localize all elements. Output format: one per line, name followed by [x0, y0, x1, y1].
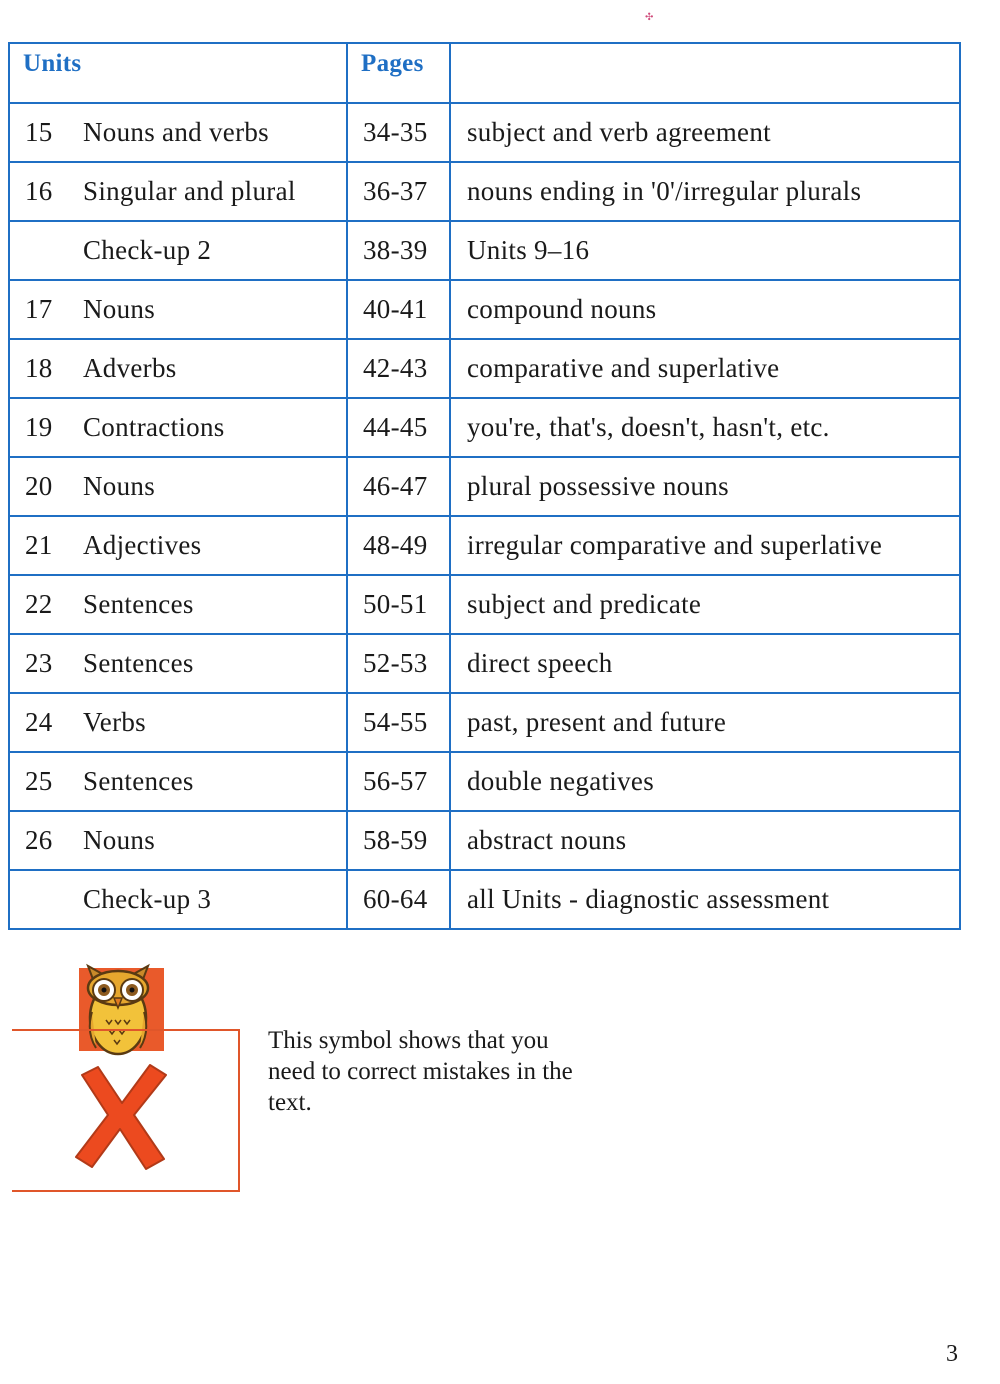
- unit-cell: [9, 693, 347, 752]
- checkup-title: Check-up 2: [83, 235, 212, 265]
- description-cell: compound nouns: [450, 280, 960, 339]
- description-cell: abstract nouns: [450, 811, 960, 870]
- unit-cell: [9, 457, 347, 516]
- unit-cell: [9, 221, 347, 280]
- description-cell: comparative and superlative: [450, 339, 960, 398]
- unit-title: Nouns: [83, 471, 156, 501]
- table-row: [9, 339, 960, 398]
- unit-title: Verbs: [83, 707, 146, 737]
- unit-cell: [9, 280, 347, 339]
- unit-cell: [9, 398, 347, 457]
- table-row: [9, 221, 960, 280]
- checkup-title: Check-up 3: [83, 884, 212, 914]
- unit-title: Nouns: [83, 825, 156, 855]
- unit-cell: [9, 103, 347, 162]
- pages-cell: 52-53: [347, 634, 450, 693]
- description-cell: nouns ending in '0'/irregular plurals: [450, 162, 960, 221]
- unit-number: 19: [25, 412, 53, 442]
- unit-cell: [9, 575, 347, 634]
- description-header: [450, 43, 960, 103]
- unit-number: 20: [25, 471, 53, 501]
- pages-cell: 42-43: [347, 339, 450, 398]
- description-cell: plural possessive nouns: [450, 457, 960, 516]
- unit-title: Adjectives: [83, 530, 202, 560]
- table-row: [9, 870, 960, 929]
- table-row: [9, 752, 960, 811]
- unit-title: Sentences: [83, 648, 194, 678]
- unit-cell: [9, 634, 347, 693]
- unit-title: Contractions: [83, 412, 225, 442]
- description-cell: all Units - diagnostic assessment: [450, 870, 960, 929]
- pages-cell: 34-35: [347, 103, 450, 162]
- pages-cell: 46-47: [347, 457, 450, 516]
- unit-number: 26: [25, 825, 53, 855]
- pages-cell: 44-45: [347, 398, 450, 457]
- table-row: [9, 398, 960, 457]
- pages-cell: 50-51: [347, 575, 450, 634]
- unit-title: Nouns and verbs: [83, 117, 269, 147]
- unit-number: 21: [25, 530, 53, 560]
- unit-title: Singular and plural: [83, 176, 296, 206]
- pages-cell: 54-55: [347, 693, 450, 752]
- description-cell: you're, that's, doesn't, hasn't, etc.: [450, 398, 960, 457]
- unit-number: 25: [25, 766, 53, 796]
- unit-number: 17: [25, 294, 53, 324]
- unit-cell: [9, 811, 347, 870]
- print-mark: ✣: [645, 12, 654, 23]
- unit-title: Nouns: [83, 294, 156, 324]
- pages-cell: 58-59: [347, 811, 450, 870]
- pages-cell: 60-64: [347, 870, 450, 929]
- pages-cell: 48-49: [347, 516, 450, 575]
- table-row: [9, 457, 960, 516]
- unit-cell: [9, 516, 347, 575]
- contents-table: [8, 42, 961, 930]
- unit-cell: [9, 339, 347, 398]
- pages-cell: 40-41: [347, 280, 450, 339]
- unit-number: 24: [25, 707, 53, 737]
- legend-text: This symbol shows that you need to correct mistakes in the text.: [268, 1027, 573, 1116]
- unit-number: 23: [25, 648, 53, 678]
- table-row: [9, 103, 960, 162]
- table-row: [9, 162, 960, 221]
- unit-cell: [9, 870, 347, 929]
- pages-header: Pages: [347, 43, 450, 103]
- unit-title: Adverbs: [83, 353, 177, 383]
- unit-cell: [9, 752, 347, 811]
- pages-cell: 38-39: [347, 221, 450, 280]
- pages-cell: 36-37: [347, 162, 450, 221]
- description-cell: Units 9–16: [450, 221, 960, 280]
- pages-cell: 56-57: [347, 752, 450, 811]
- table-header-row: [9, 43, 960, 103]
- table-row: [9, 693, 960, 752]
- description-cell: direct speech: [450, 634, 960, 693]
- unit-number: 22: [25, 589, 53, 619]
- table-row: [9, 811, 960, 870]
- page-number: 3: [946, 1341, 958, 1367]
- table-row: [9, 575, 960, 634]
- description-cell: subject and predicate: [450, 575, 960, 634]
- table-row: [9, 280, 960, 339]
- table-row: [9, 516, 960, 575]
- cross-icon: [72, 1063, 172, 1171]
- description-cell: irregular comparative and superlative: [450, 516, 960, 575]
- description-cell: subject and verb agreement: [450, 103, 960, 162]
- unit-cell: [9, 162, 347, 221]
- unit-number: 16: [25, 176, 53, 206]
- units-header: Units: [9, 43, 347, 103]
- unit-number: 18: [25, 353, 53, 383]
- unit-title: Sentences: [83, 766, 194, 796]
- table-row: [9, 634, 960, 693]
- description-cell: double negatives: [450, 752, 960, 811]
- description-cell: past, present and future: [450, 693, 960, 752]
- unit-number: 15: [25, 117, 53, 147]
- unit-title: Sentences: [83, 589, 194, 619]
